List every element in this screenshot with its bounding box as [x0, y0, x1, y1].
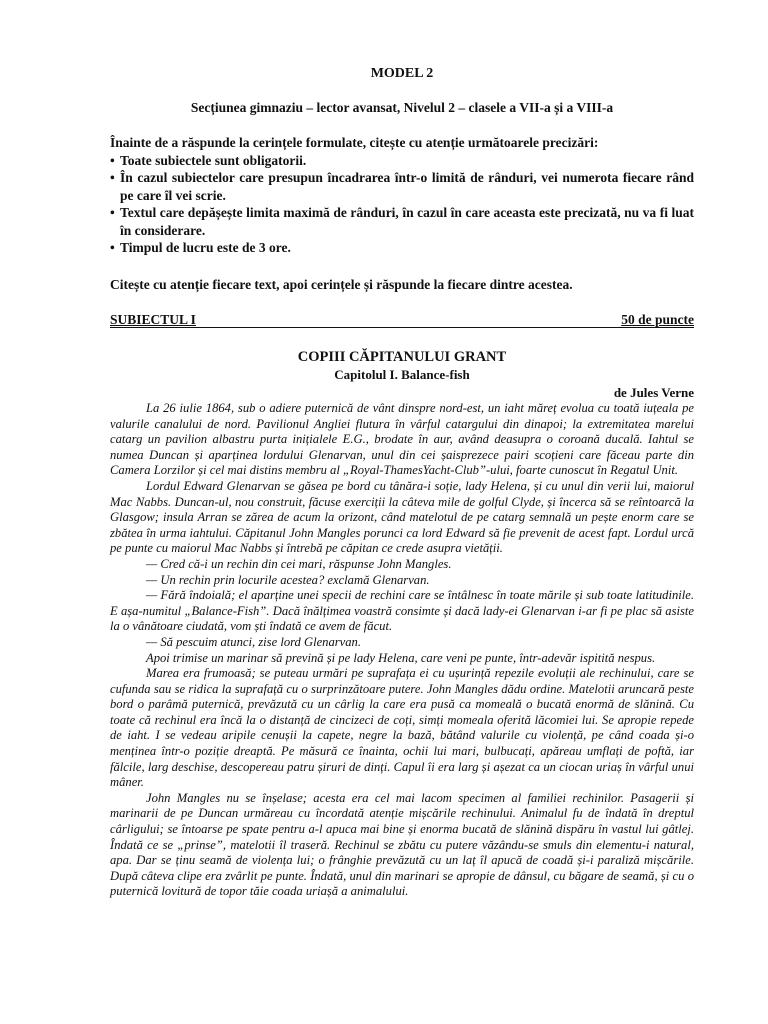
story-paragraph: Lordul Edward Glenarvan se găsea pe bord cu tânăra-i soție, lady Helena, și cu unul din verii lui, maiorul Mac Nabbs. Duncan-ul, nou construit, făcuse exerciții la câteva mile de golful Clyde, și încerca să se reîntoarcă la Glasgow; insula Arran se zărea de acum la orizont, când matelotul de pe catarg semnală un pește enorm care se zbătea în urma iahtului. Căpitanul John Mangles porunci ca lord Edward să fie prevenit de acest fapt. Lordul urcă pe punte cu maiorul Mac Nabbs și întrebă pe căpitan ce crede asupra vietății. — [110, 478, 694, 556]
document-page — [110, 66, 694, 900]
bullet-icon: • — [110, 205, 115, 220]
model-heading: MODEL 2 — [370, 66, 434, 81]
dialogue-line: — Un rechin prin locurile acestea? exclamă Glenarvan. — [146, 572, 430, 587]
bullet-icon: • — [110, 240, 115, 255]
rule-text: Toate subiectele sunt obligatorii. — [120, 152, 307, 168]
subject-header — [110, 313, 694, 328]
bullet-icon: • — [110, 152, 115, 168]
read-note: Citește cu atenție fiecare text, apoi cerințele și răspunde la fiecare dintre acestea. — [110, 276, 573, 292]
subject-label: SUBIECTUL I — [110, 312, 196, 327]
story-paragraph: Marea era frumoasă; se puteau urmări pe suprafața ei cu ușurință repezile evoluții ale rechinului, care se cufunda sau se ridica la suprafață cu o surprinzătoare putere. John Mangles dădu ordine. Matelotii aruncară peste bord o parâmă puternică, prevăzută cu un cârlig la care era pusă ca momeală o bucată enormă de slănină. Cu toate că rechinul era încă la o distanță de cincizeci de coți, simți momeala oferită lăcomiei lui. Se apropie repede de iaht. I se vedeau aripile cenușii la capete, negre la bază, bătând valurile cu violență, pe când coada și-o menținea într-o poziție dreaptă. Pe măsură ce înainta, ochii lui mari, bulbucați, apăreau umflați de poftă, iar fălcile, larg deschise, descopereau patru șiruri de dinți. Capul îi era larg și așezat ca un ciocan uriaș în vârful unui mâner. — [110, 666, 694, 790]
section-heading: Secțiunea gimnaziu – lector avansat, Nivelul 2 – clasele a VII-a și a VIII-a — [190, 100, 614, 115]
story-paragraph: Apoi trimise un marinar să prevină și pe lady Helena, care veni pe punte, într-adevăr ispitită nespus. — [146, 650, 656, 665]
story-text — [110, 401, 694, 900]
dialogue-line: — Cred că-i un rechin din cei mari, răspunse John Mangles. — [146, 556, 452, 571]
bullet-icon: • — [110, 170, 115, 185]
author-line: de Jules Verne — [613, 385, 694, 400]
rule-item — [110, 152, 694, 170]
instructions-intro: Înainte de a răspunde la cerințele formulate, citește cu atenție următoarele precizări: — [110, 135, 599, 150]
rule-item — [110, 239, 694, 257]
rule-text: În cazul subiectelor care presupun încadrarea într-o limită de rânduri, vei numerota fiecare rând pe care îl vei scrie. — [120, 170, 694, 203]
dialogue-line: — Să pescuim atunci, zise lord Glenarvan. — [146, 634, 362, 649]
rule-text: Textul care depășește limita maximă de rânduri, în cazul în care aceasta este precizată, nu va fi luat în considerare. — [120, 205, 694, 238]
text-title: COPIII CĂPITANULUI GRANT — [297, 349, 507, 365]
rule-item — [110, 169, 694, 204]
subject-points: 50 de puncte — [621, 312, 694, 327]
chapter-title: Capitolul I. Balance-fish — [334, 367, 470, 382]
dialogue-line: — Fără îndoială; el aparține unei specii de rechini care se întâlnesc în toate mările și sub toate latitudinile. E așa-numitul „Balance-Fish”. Dacă înălțimea voastră consimte și dacă lady-ei Glenarvan i-ar fi pe plac să asiste la o vânătoare ciudată, vom ști îndată ce avem de făcut. — [110, 588, 694, 634]
story-paragraph: La 26 iulie 1864, sub o adiere puternică de vânt dinspre nord-est, un iaht măreț evolua cu toată iuțeala pe valurile canalului de nord. Pavilionul Angliei flutura în vârful catargului din dinapoi; la extremitatea marelui catarg un pavilion albastru purta inițialele E.G., brodate în aur, având deasupra o coroană ducală. Iahtul se numea Duncan și aparținea lordului Glenarvan, unul din cei șaisprezece pairi scoțieni care făceau parte din Camera Lorzilor și cel mai distins membru al „Royal-ThamesYacht-Club”-ului, foarte cunoscut în Regatul Unit. — [110, 401, 694, 478]
rule-text: Timpul de lucru este de 3 ore. — [120, 240, 291, 255]
rules-list — [110, 152, 694, 257]
rule-item — [110, 204, 694, 239]
story-paragraph: John Mangles nu se înșelase; acesta era cel mai lacom specimen al familiei rechinilor. Pasagerii și marinarii de pe Duncan urmăreau cu încordată atenție mișcările rechinului. Animalul fu de îndată în dreptul cârligului; se întoarse pe spate pentru a-l apuca mai bine și enorma bucată de slănină dispăru în vastul lui gâtlej. Îndată ce se „prinse”, matelotii îl traseră. Rechinul se zbătu cu putere văzându-se smuls din elementu-i natural, apa. Dar se ținu seamă de violența lui; o frânghie prevăzută cu un laț îl apucă de coadă și-i paraliză mișcările. După câteva clipe era zvârlit pe punte. Îndată, unul din marinari se apropie de dânsul, cu băgare de seamă, și cu o puternică lovitură de topor tăie coada uriașă a animalului. — [110, 790, 694, 899]
